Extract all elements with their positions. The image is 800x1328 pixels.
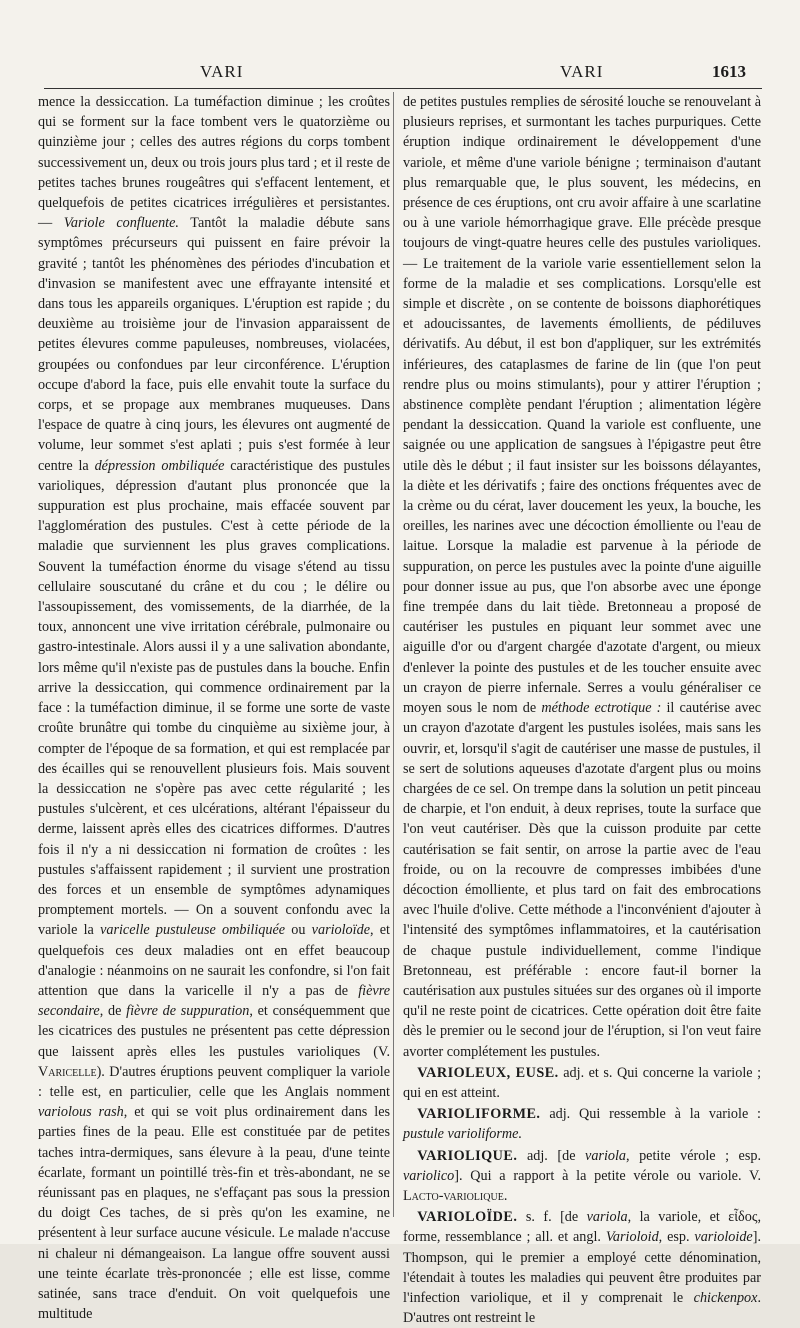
entry-definition: , petite vérole ; esp. — [626, 1147, 762, 1164]
running-head-left: VARI — [200, 62, 244, 81]
cross-reference: Varicelle — [38, 1063, 97, 1080]
entry-definition: . — [503, 1187, 508, 1204]
left-column — [38, 92, 391, 1323]
italic-term: dépression ombiliquée — [94, 457, 225, 474]
italic-term: variola — [585, 1147, 627, 1164]
entry-varioleux — [403, 1063, 761, 1103]
text-run: caractéristique des pustules varioliques, dépression d'autant plus prononcée que la suppuration est plus prochaine, mais effacée souvent par l'agglomération des pustules. C'est à cette période de la maladie que surviennent les plus graves complications. Souvent la tuméfaction énorme du visage s'étend au tissu cellulaire souscutané du crâne et du cou ; le délire ou l'assoupissement, des vomissements, de la diarrhée, de la toux, annoncent une vive irritation cérébrale, pulmonaire ou gastro-intestinale. Alors aussi il y a une salivation abondante, lors même qu'il n'existe pas de pustules dans la bouche. Enfin arrive la dessiccation, qui commence ordinairement par la face : la tuméfaction diminue, il se forme une sorte de vaste croûte brunâtre qui tombe du cinquième au sixième jour, à compter de l'époque de sa formation, et qui est remplacée par des écailles qui se renouvellent plusieurs fois. Mais souvent la dessiccation ne s'opère pas avec cette régularité ; les pustules s'ulcèrent, et ces ulcérations, altérant l'épaisseur du derme, laissent après elles des cicatrices difformes. D'autres fois il n'y a ni dessiccation ni formation de croûtes : les pustules s'affaissent rapidement ; il survient une prostration des forces et un ensemble de symptômes adynamiques promptement mortels. — On a souvent confondu avec la variole la — [38, 457, 391, 939]
text-run: mence la dessiccation. La tuméfaction diminue ; les croûtes qui se forment sur la face tombent vers le quatorzième ou quinzième jour ; celles des autres régions du corps tombent successivement un, deux ou trois jours plus tard ; et il reste de petites taches brunes rougeâtres qui s'effacent lentement, et quelquefois de petites cicatrices irrégulières et persistantes. — — [38, 94, 390, 232]
italic-term: varicelle pustuleuse ombiliquée — [100, 922, 286, 939]
text-run: ou — [291, 922, 306, 939]
text-run: , et qui se voit plus ordinairement dans les parties fines de la peau. Elle est constituée par de petites taches intra-dermiques, sans élevure à la peau, d'une teinte écarlate, formant un pointillé très-fin et très-abondant, ne se réunissant pas en plaques, ne s'effaçant pas sous la pression du doigt Ces taches, de si près qu'on les examine, ne présentent à leur surface aucune vésicule. Le malade n'accuse ni chaleur ni démangeaison. La langue offre souvent aussi une teinte écarlate très-prononcée ; elle est lisse, comme satinée, sans trace d'enduit. On voit quelquefois une multitude — [38, 1104, 391, 1323]
text-run: ). D'autres éruptions peuvent compliquer la variole : telle est, en particulier, celle que les Anglais nomment — [38, 1063, 390, 1100]
text-run: il cautérise avec un crayon d'azotate d'argent les pustules isolées, mais sans les ouvrir, et, lorsqu'il s'agit de cautériser une masse de pustules, il se sert de solutions aqueuses d'azotate d'argent plus ou moins chargées de ce sel. On trempe dans la solution un petit pinceau de charpie, et l'on enduit, à deux reprises, toute la surface que l'on veut cautériser. Dès que la cuisson produite par cette cautérisation se fait sentir, on arrose la partie avec de l'eau froide, ou on la recouvre de compresses imbibées d'une décoction émolliente, et plus tard on fait des embrocations avec l'huile d'olive. Cette méthode a l'inconvénient d'ajouter à l'intensité des symptômes inflammatoires, et la cautérisation de chaque pustule individuellement, comme l'indique Bretonneau, est préférable : encore faut-il borner la cautérisation aux pustules situées sur des organes où il importe qu'il ne reste point de cicatrices. Cette opération doit être faite dès le premier ou le second jour de l'éruption, si l'on veut faire avorter complétement les pustules. — [403, 700, 762, 1060]
entry-headword: VARIOLOÏDE. — [417, 1209, 518, 1226]
entry-headword: VARIOLIQUE. — [417, 1147, 518, 1164]
italic-term: pustule varioliforme. — [403, 1126, 523, 1143]
italic-term: varioloide — [694, 1229, 753, 1246]
entry-headword: VARIOLIFORME. — [417, 1106, 541, 1123]
text-run: de petites pustules remplies de sérosité louche se renouvelant à plusieurs reprises, et surmontant les taches purpuriques. Cette éruption indique ordinairement le développement d'une variole, et même d'une variole bénigne ; terminaison d'autant plus remarquable que, le plus souvent, les médecins, en présence de ces éruptions, ont cru avoir affaire à une scarlatine ou à une variole hémorrhagique grave. Elle précède presque toujours de vingt-quatre heures celle des pustules varioliques. — Le traitement de la variole varie essentiellement selon la forme de la maladie et ses complications. Lorsqu'elle est simple et discrète , on se contente de boissons diaphorétiques et adoucissantes, de lavements émollients, de pédiluves dérivatifs. Au début, il est bon d'appliquer, sur les extrémités inférieures, des cataplasmes de farine de lin (que l'on peut rendre plus ou moins stimulants), pour y attirer l'éruption ; abstinence complète pendant l'éruption ; alimentation légère pendant la dessiccation. Quand la variole est confluente, une saignée ou une application de sangsues à l'épigastre peut être utile dès le début ; il faut insister sur les boissons délayantes, la diète et les dérivatifs ; faire des onctions fréquentes avec de la crème ou du cérat, laver doucement les yeux, la bouche, les oreilles, les narines avec une décoction émolliente ou l'eau de laitue. Lorsque la maladie est parvenue à la période de suppuration, on perce les pustules avec la pointe d'une aiguille pour donner issue au pus, que l'on absorbe avec une éponge fine trempée dans du lait tiède. Bretonneau a proposé de cautériser les pustules en piquant leur sommet avec une aiguille d'or ou d'argent chargée d'azotate d'argent, ou mieux d'enlever la pointe des pustules et de les toucher ensuite avec un crayon de pierre infernale. Serres a voulu généraliser ce moyen sous le nom de — [403, 94, 761, 717]
text-run: Tantôt la maladie débute sans symptômes précurseurs qui puissent en faire prévoir la gravité ; tantôt les phénomènes des périodes d'incubation et d'invasion se manifestent avec une effrayante intensité et dans tous les appareils organiques. L'éruption est rapide ; du deuxième au troisième jour de l'invasion apparaissent de petites élevures comme papuleuses, nombreuses, violacées, groupées ou confondues par leur circonférence. L'éruption occupe d'abord la face, puis elle envahit toute la surface du corps, et se propage aux membranes muqueuses. Dans l'espace de quatre à cinq jours, les élevures ont augmenté de volume, leur sommet s'est aplati ; puis s'est formée à leur centre la — [38, 215, 391, 474]
entry-variolique — [403, 1146, 761, 1207]
right-column-text — [403, 92, 761, 1062]
entry-definition: . D'autres ont restreint le — [403, 1289, 761, 1327]
entry-definition: adj. Qui ressemble à la variole : — [549, 1106, 761, 1123]
italic-term: Variole confluente. — [63, 215, 179, 232]
header-rule — [44, 88, 762, 89]
italic-term: varioloïde — [311, 922, 370, 939]
entry-definition: ]. Qui a rapport à la petite vérole ou variole. V. — [454, 1167, 761, 1184]
entry-varioloide — [403, 1207, 761, 1328]
right-column — [403, 92, 762, 1327]
entry-headword: VARIOLEUX, EUSE. — [417, 1064, 559, 1081]
left-column-text — [38, 92, 390, 1324]
italic-term: chickenpox — [693, 1289, 758, 1306]
entry-definition: , la variole, et εἶδος, forme, ressemblance ; all. et angl. — [403, 1209, 761, 1246]
italic-term: variolous rash — [38, 1104, 124, 1121]
text-run: , de — [99, 1003, 122, 1020]
cross-reference: Lacto-variolique — [403, 1187, 504, 1204]
entry-varioliforme — [403, 1104, 761, 1144]
entry-definition: adj. et s. Qui concerne la variole ; qui en est atteint. — [403, 1064, 762, 1101]
italic-term: variolico — [403, 1167, 455, 1184]
entry-definition: ]. Thompson, qui le premier a employé cette dénomination, l'étendait à toutes les maladies qui peuvent être produites par l'infection variolique, et il y comprenait le — [403, 1229, 761, 1306]
entry-definition: , esp. — [658, 1229, 690, 1246]
italic-term: fièvre de suppuration — [126, 1003, 250, 1020]
italic-term: variola — [586, 1209, 628, 1226]
text-run: , et quelquefois ces deux maladies ont en effet beaucoup d'analogie : néanmoins on ne saurait les confondre, si l'on fait attention que dans la varicelle il n'y a pas de — [38, 922, 390, 999]
italic-term: Varioloid — [605, 1229, 659, 1246]
entry-definition: s. f. [de — [525, 1209, 579, 1226]
running-head-right: VARI — [560, 62, 604, 81]
entry-definition: adj. [de — [526, 1147, 576, 1164]
page-number: 1613 — [712, 62, 746, 81]
column-divider — [393, 92, 394, 1217]
italic-term: fièvre secondaire — [38, 982, 391, 1020]
text-run: , et conséquemment que les cicatrices des pustules ne présentent pas cette dépression que laissent après elles les pustules varioliques (V. — [38, 1003, 390, 1060]
italic-term: méthode ectrotique : — [541, 700, 662, 717]
